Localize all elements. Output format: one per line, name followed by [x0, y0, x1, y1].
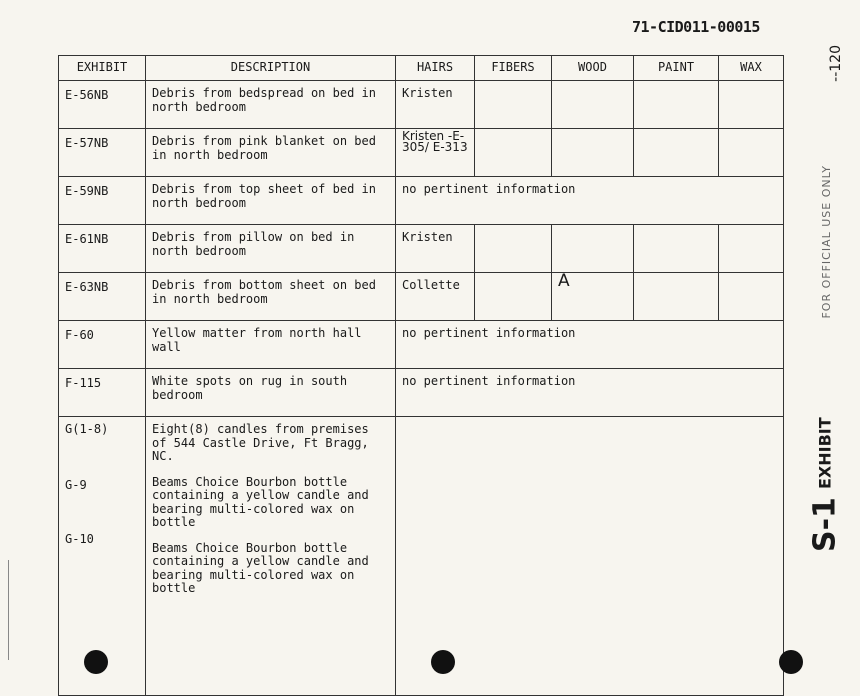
col-header-wood: WOOD — [552, 56, 634, 81]
exhibit-cell: E-63NB — [59, 273, 146, 321]
punch-hole — [779, 650, 803, 674]
table-row-group-g — [59, 417, 784, 696]
paint-cell — [634, 225, 719, 273]
fibers-cell — [475, 225, 552, 273]
wood-cell: A — [552, 273, 634, 321]
document-id: 71-CID011-00015 — [632, 18, 760, 36]
exhibit-stamp-word: EXHIBIT — [815, 417, 835, 490]
exhibit-label: G-9 — [65, 478, 87, 492]
evidence-table — [58, 55, 784, 696]
hairs-cell: Kristen — [396, 81, 475, 129]
table-row — [59, 81, 784, 129]
note-cell: no pertinent information — [396, 369, 784, 417]
col-header-hairs: HAIRS — [396, 56, 475, 81]
exhibit-stamp-code: S-1 — [807, 497, 843, 553]
col-header-fibers: FIBERS — [475, 56, 552, 81]
wood-cell — [552, 129, 634, 177]
empty-findings-cell — [396, 417, 784, 696]
exhibit-label: G(1-8) — [65, 422, 109, 436]
wax-cell — [719, 273, 784, 321]
table-row — [59, 321, 784, 369]
table-row — [59, 369, 784, 417]
exhibit-label: G-10 — [65, 532, 94, 546]
table-row — [59, 129, 784, 177]
wax-cell — [719, 129, 784, 177]
exhibit-cell: F-115 — [59, 369, 146, 417]
description-cell: Debris from pillow on bed in north bedroom — [146, 225, 396, 273]
wax-cell — [719, 81, 784, 129]
page-number: --120 — [828, 45, 844, 82]
table-row — [59, 225, 784, 273]
fibers-cell — [475, 273, 552, 321]
paint-cell — [634, 129, 719, 177]
description-text: Beams Choice Bourbon bottle containing a yellow candle and bearing multi-colored wax on bottle — [152, 474, 369, 529]
punch-hole — [431, 650, 455, 674]
page-edge-mark — [8, 560, 9, 660]
note-cell: no pertinent information — [396, 321, 784, 369]
exhibit-stamp — [795, 385, 855, 585]
hairs-cell-handwritten: Kristen -E-305/ E-313 — [396, 129, 475, 177]
table-header-row — [59, 56, 784, 81]
description-cell: White spots on rug in south bedroom — [146, 369, 396, 417]
exhibit-cell: E-61NB — [59, 225, 146, 273]
description-cell: Debris from top sheet of bed in north bedroom — [146, 177, 396, 225]
description-cell: Debris from bottom sheet on bed in north bedroom — [146, 273, 396, 321]
table-row — [59, 177, 784, 225]
exhibit-cell: E-57NB — [59, 129, 146, 177]
hairs-cell: Collette — [396, 273, 475, 321]
description-cell: Debris from bedspread on bed in north bedroom — [146, 81, 396, 129]
description-text: Eight(8) candles from premises of 544 Castle Drive, Ft Bragg, NC. — [152, 422, 369, 463]
note-cell: no pertinent information — [396, 177, 784, 225]
wax-cell — [719, 225, 784, 273]
description-cell-group — [146, 417, 396, 696]
punch-hole — [84, 650, 108, 674]
description-text: Beams Choice Bourbon bottle containing a yellow candle and bearing multi-colored wax on bottle — [152, 540, 369, 595]
hairs-cell: Kristen — [396, 225, 475, 273]
description-cell: Debris from pink blanket on bed in north bedroom — [146, 129, 396, 177]
description-cell: Yellow matter from north hall wall — [146, 321, 396, 369]
exhibit-cell: F-60 — [59, 321, 146, 369]
wood-cell — [552, 225, 634, 273]
col-header-exhibit: EXHIBIT — [59, 56, 146, 81]
paint-cell — [634, 81, 719, 129]
official-use-stamp: FOR OFFICIAL USE ONLY — [820, 165, 833, 319]
fibers-cell — [475, 81, 552, 129]
col-header-description: DESCRIPTION — [146, 56, 396, 81]
col-header-wax: WAX — [719, 56, 784, 81]
exhibit-cell: E-56NB — [59, 81, 146, 129]
exhibit-cell: E-59NB — [59, 177, 146, 225]
wood-cell — [552, 81, 634, 129]
fibers-cell — [475, 129, 552, 177]
paint-cell — [634, 273, 719, 321]
col-header-paint: PAINT — [634, 56, 719, 81]
table-row — [59, 273, 784, 321]
